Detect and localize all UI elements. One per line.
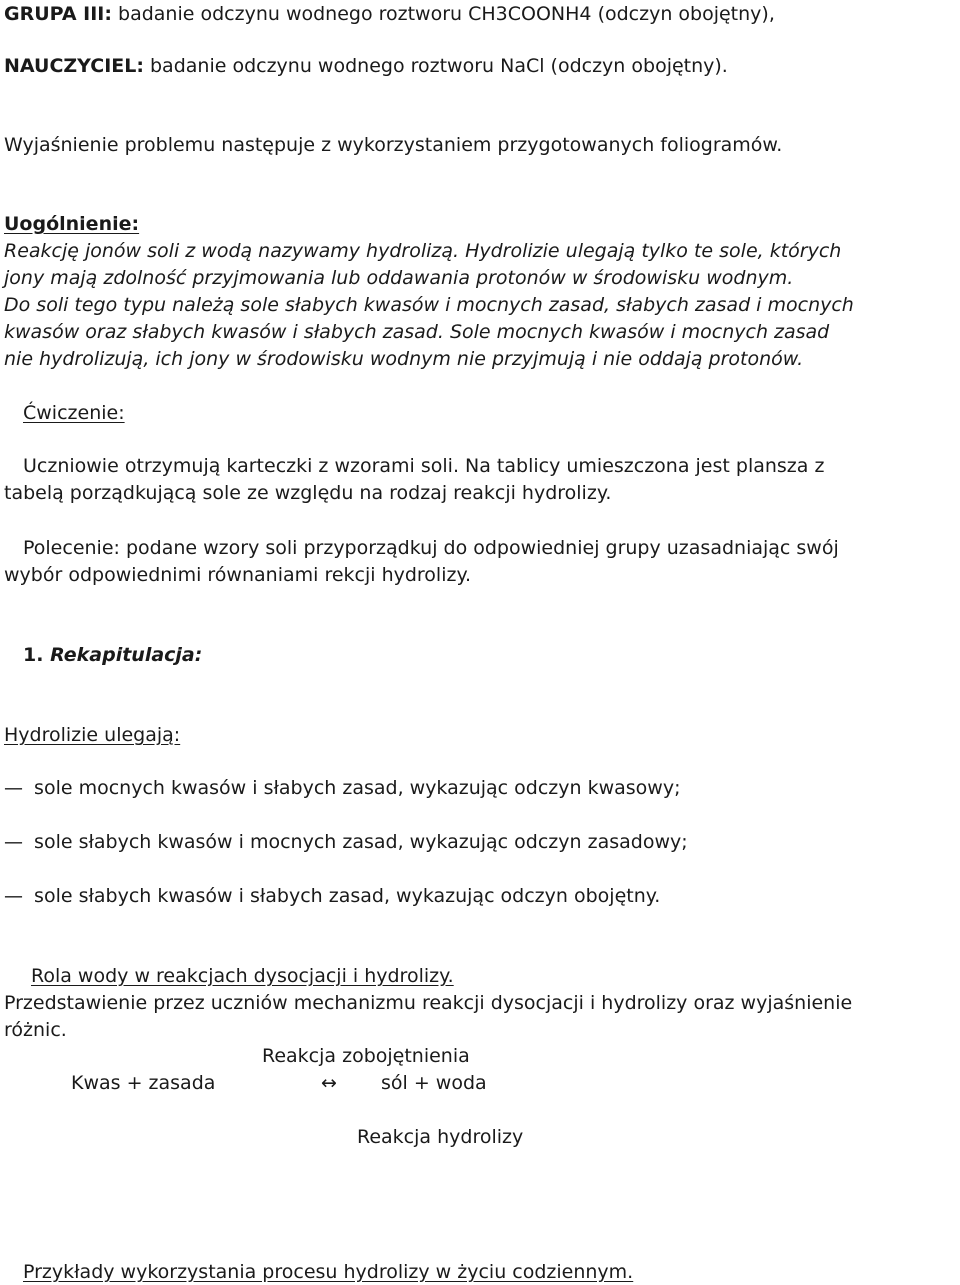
dash-icon: — <box>4 777 23 799</box>
neutralization-label: Reakcja zobojętnienia <box>262 1045 470 1067</box>
hydrolysis-item-text: sole słabych kwasów i mocnych zasad, wykazując odczyn zasadowy; <box>34 831 688 853</box>
dash-icon: — <box>4 831 23 853</box>
group3-text: badanie odczynu wodnego roztworu CH3COONH4 (odczyn obojętny), <box>111 3 775 25</box>
recap-title: Rekapitulacja: <box>50 644 203 666</box>
command-line-2: wybór odpowiednimi równaniami rekcji hydrolizy. <box>4 564 472 586</box>
hydrolysis-item <box>4 829 688 855</box>
recap-heading <box>23 642 202 668</box>
examples-heading: Przykłady wykorzystania procesu hydrolizy w życiu codziennym. <box>23 1261 634 1283</box>
generalization-line-1 <box>4 238 841 264</box>
water-role-line-1: Przedstawienie przez uczniów mechanizmu reakcji dysocjacji i hydrolizy oraz wyjaśnienie <box>4 992 853 1014</box>
generalization-line-1-text <box>4 240 841 262</box>
hydrolysis-item <box>4 775 681 801</box>
generalization-line-4: kwasów oraz słabych kwasów i słabych zasad. Sole mocnych kwasów i mocnych zasad <box>4 321 830 343</box>
generalization-rule: Hydrolizie ulegają tylko te sole, których <box>465 240 842 262</box>
exercise-line-1: Uczniowie otrzymują karteczki z wzorami soli. Na tablicy umieszczona jest plansza z <box>23 455 825 477</box>
equation-right: sól + woda <box>381 1072 487 1094</box>
generalization-definition: Reakcję jonów soli z wodą nazywamy hydrolizą. <box>4 240 466 262</box>
hydrolysis-label: Reakcja hydrolizy <box>357 1126 524 1148</box>
hydrolysis-item <box>4 883 660 909</box>
command-line-1: Polecenie: podane wzory soli przyporządkuj do odpowiedniej grupy uzasadniając swój <box>23 537 839 559</box>
generalization-line-5: nie hydrolizują, ich jony w środowisku wodnym nie przyjmują i nie oddają protonów. <box>4 348 804 370</box>
double-arrow-icon: ↔ <box>321 1072 337 1094</box>
exercise-heading: Ćwiczenie: <box>23 402 125 424</box>
dash-icon: — <box>4 885 23 907</box>
group3-label: GRUPA III: <box>4 3 112 25</box>
water-role-heading: Rola wody w reakcjach dysocjacji i hydrolizy. <box>31 965 454 987</box>
teacher-text: badanie odczynu wodnego roztworu NaCl (odczyn obojętny). <box>143 55 728 77</box>
water-role-line-2: różnic. <box>4 1019 67 1041</box>
group3-line <box>4 1 775 27</box>
teacher-line <box>4 53 728 79</box>
generalization-line-2: jony mają zdolność przyjmowania lub oddawania protonów w środowisku wodnym. <box>4 267 794 289</box>
hydrolysis-heading: Hydrolizie ulegają: <box>4 724 181 746</box>
teacher-label: NAUCZYCIEL: <box>4 55 144 77</box>
generalization-line-3: Do soli tego typu należą sole słabych kwasów i mocnych zasad, słabych zasad i mocnych <box>4 294 854 316</box>
recap-number: 1. <box>23 644 44 666</box>
generalization-heading: Uogólnienie: <box>4 213 140 235</box>
equation-left: Kwas + zasada <box>71 1072 216 1094</box>
hydrolysis-item-text: sole mocnych kwasów i słabych zasad, wykazując odczyn kwasowy; <box>34 777 681 799</box>
explanation-text: Wyjaśnienie problemu następuje z wykorzystaniem przygotowanych foliogramów. <box>4 134 783 156</box>
exercise-line-2: tabelą porządkującą sole ze względu na rodzaj reakcji hydrolizy. <box>4 482 612 504</box>
hydrolysis-item-text: sole słabych kwasów i słabych zasad, wykazując odczyn obojętny. <box>34 885 661 907</box>
